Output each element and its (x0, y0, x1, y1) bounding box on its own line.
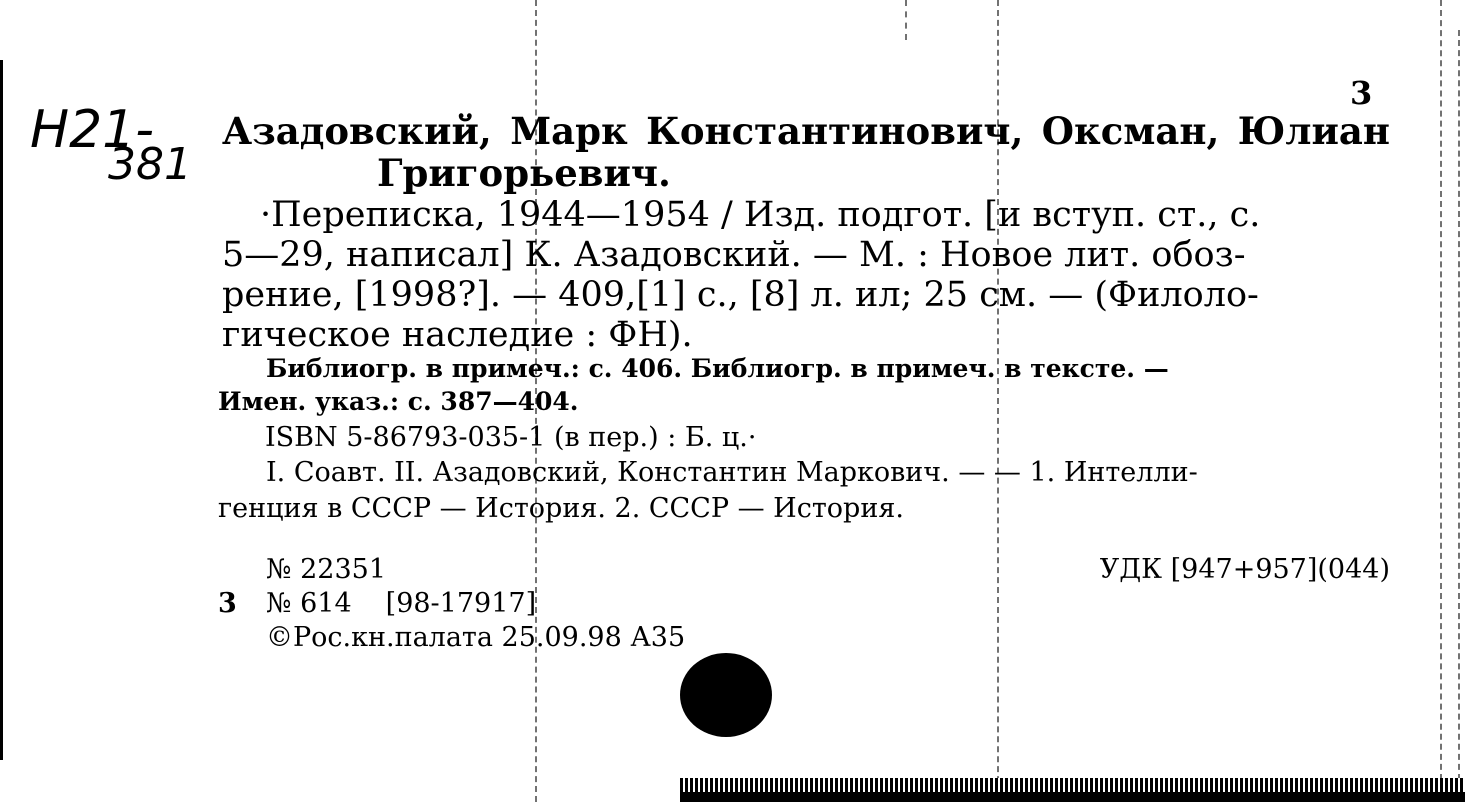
heading-word: Азадовский, (222, 109, 492, 153)
footer-line-1 (218, 553, 1390, 587)
scan-edge-left (0, 60, 3, 760)
body-line: ·Переписка, 1944—1954 / Изд. подгот. [и вступ. ст., с. (260, 195, 1261, 235)
scan-line (1458, 30, 1460, 790)
card-serial-number: № 614 (266, 588, 352, 619)
udc-code: УДК [947+957](044) (1099, 554, 1390, 585)
handwritten-call-number (30, 100, 210, 200)
isbn-line: ISBN 5-86793-035-1 (в пер.) : Б. ц.· (265, 422, 757, 453)
scan-line (1440, 0, 1442, 790)
copyright-line: ©Рос.кн.палата 25.09.98 А35 (266, 622, 686, 653)
bibliography-notes (218, 352, 1390, 418)
body-line: гическое наследие : ФН). (222, 315, 693, 355)
footer-lead-number: 3 (218, 588, 237, 619)
footer-line-2 (218, 587, 1390, 621)
chamber-code: [98-17917] (385, 588, 537, 619)
handwritten-top: H21- (30, 100, 155, 160)
tracings-line: генция в СССР — История. 2. СССР — История. (218, 493, 904, 524)
notes-line: Библиогр. в примеч.: с. 406. Библиогр. в примеч. в тексте. — (266, 354, 1169, 383)
author-heading (222, 110, 1390, 194)
scan-line (905, 0, 907, 40)
tracings-line: I. Соавт. II. Азадовский, Константин Маркович. — — 1. Интелли- (266, 457, 1198, 488)
card-number: 3 (1350, 74, 1373, 112)
punch-hole (680, 653, 772, 737)
heading-word: Марк (510, 109, 628, 153)
heading-line-2: Григорьевич. (377, 151, 671, 195)
heading-line-1 (222, 110, 1390, 152)
heading-word: Константинович, (646, 109, 1024, 153)
heading-word: Оксман, (1041, 109, 1220, 153)
card-footer (218, 553, 1390, 655)
notes-line: Имен. указ.: с. 387—404. (218, 387, 579, 416)
body-line: рение, [1998?]. — 409,[1] с., [8] л. ил; 25 см. — (Филоло- (222, 275, 1259, 315)
body-line: 5—29, написал] К. Азадовский. — М. : Новое лит. обоз- (222, 235, 1246, 275)
registration-number: № 22351 (266, 554, 387, 585)
title-description (222, 195, 1390, 355)
heading-word: Юлиан (1237, 109, 1390, 153)
subject-tracings (218, 455, 1390, 527)
scan-edge-bottom-solid (680, 792, 1465, 802)
handwritten-bottom: 381 (108, 139, 192, 190)
